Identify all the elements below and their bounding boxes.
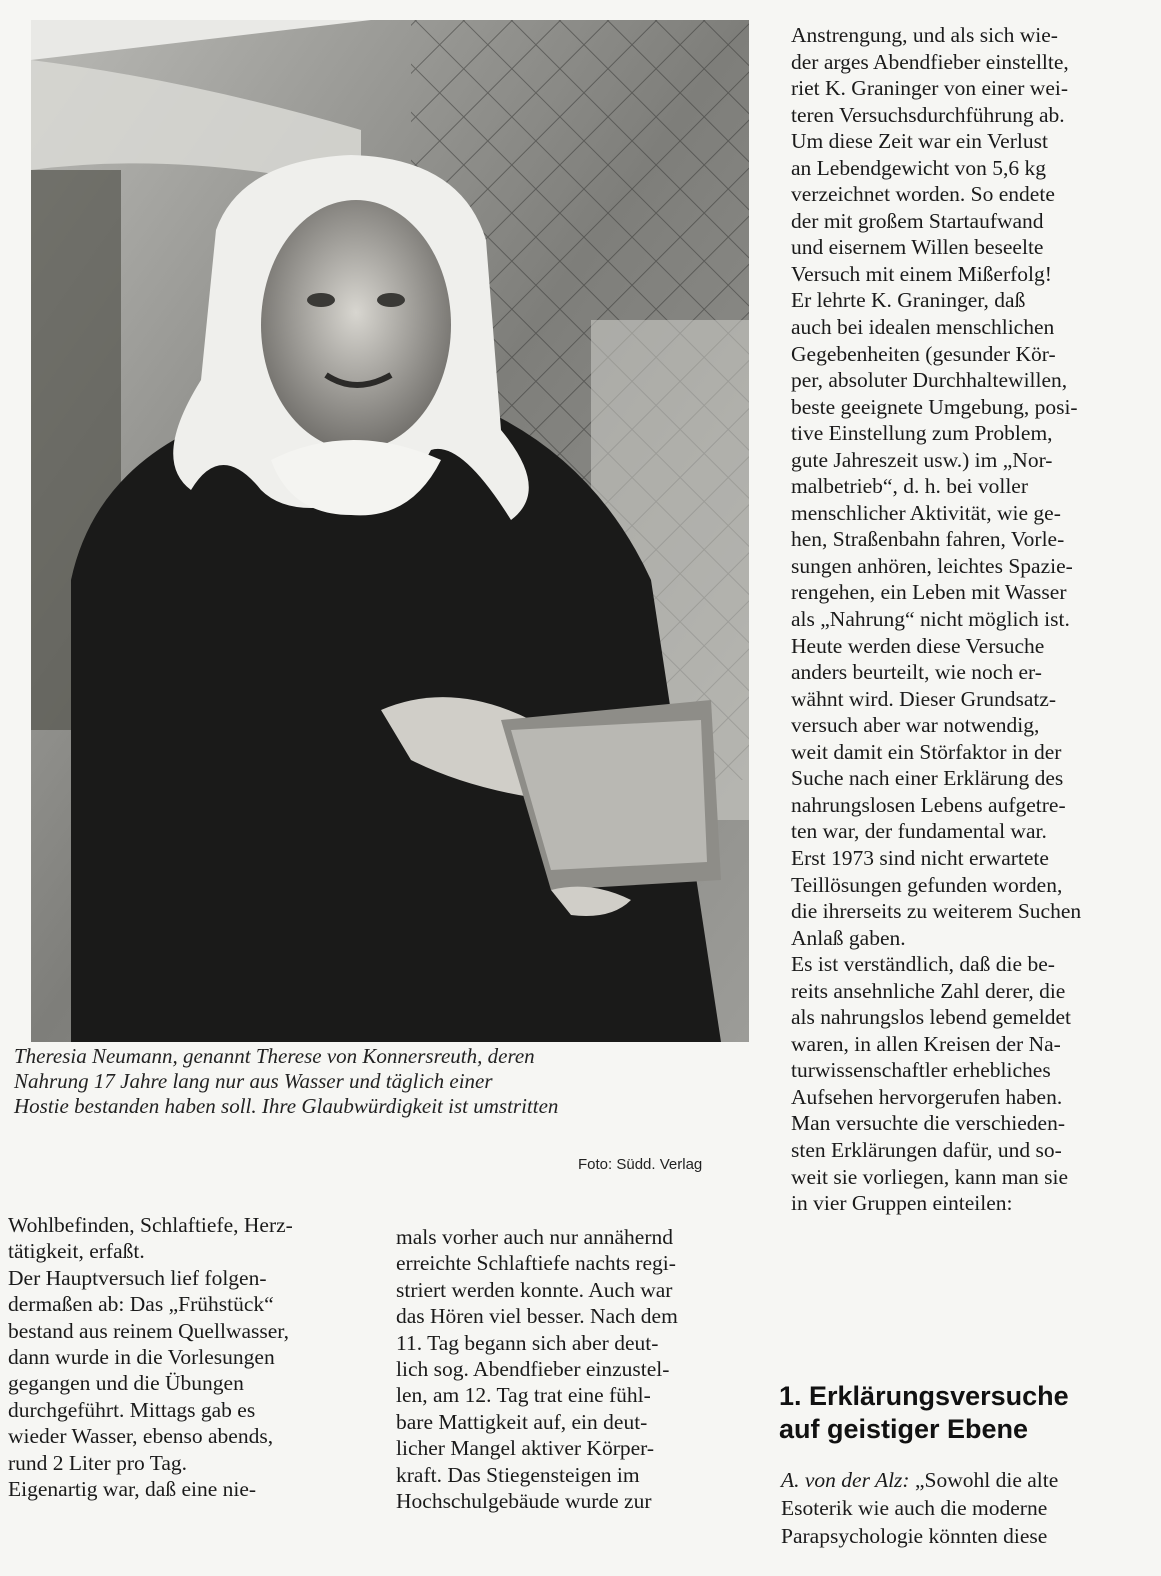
quote-author: A. von der Alz:: [781, 1468, 910, 1492]
text-line: auch bei idealen menschlichen: [791, 315, 1055, 340]
text-line: Esoterik wie auch die moderne: [781, 1496, 1048, 1520]
text-line: weit damit ein Störfaktor in der: [791, 739, 1062, 764]
photo-illustration: [31, 20, 749, 1042]
text-line: als nahrungslos lebend gemeldet: [791, 1005, 1072, 1030]
text-line: riet K. Graninger von einer wei-: [791, 76, 1069, 101]
text-line: Aufsehen hervorgerufen haben.: [791, 1084, 1063, 1109]
text-line: gute Jahreszeit usw.) im „Nor-: [791, 447, 1053, 472]
text-line: tätigkeit, erfaßt.: [8, 1239, 145, 1264]
text-line: mals vorher auch nur annähernd: [396, 1225, 674, 1249]
text-line: kraft. Das Stiegensteigen im: [396, 1462, 640, 1487]
text-line: len, am 12. Tag trat eine fühl-: [396, 1383, 651, 1408]
text-line: bare Mattigkeit auf, ein deut-: [396, 1409, 648, 1434]
text-line: verzeichnet worden. So endete: [791, 182, 1055, 207]
text-line: turwissenschaftler erhebliches: [791, 1058, 1051, 1083]
section-heading: [779, 1380, 1151, 1446]
text-line: erreichte Schlaftiefe nachts regi-: [396, 1251, 676, 1276]
text-line: das Hören viel besser. Nach dem: [396, 1304, 678, 1329]
text-line: wieder Wasser, ebenso abends,: [8, 1424, 274, 1449]
text-line: tive Einstellung zum Problem,: [791, 421, 1053, 446]
text-line: sten Erklärungen dafür, und so-: [791, 1137, 1062, 1162]
text-line: der mit großem Startaufwand: [791, 208, 1044, 233]
heading-line: auf geistiger Ebene: [779, 1414, 1029, 1444]
text-line: gegangen und die Übungen: [8, 1371, 244, 1396]
text-line: waren, in allen Kreisen der Na-: [791, 1031, 1061, 1056]
right-column-text: [791, 22, 1151, 1217]
heading-line: 1. Erklärungsversuche: [779, 1381, 1069, 1411]
text-line: sungen anhören, leichtes Spazie-: [791, 553, 1073, 578]
photo-caption: [14, 1044, 754, 1119]
text-line: Wohlbefinden, Schlaftiefe, Herz-: [8, 1213, 293, 1237]
text-line: Heute werden diese Versuche: [791, 633, 1045, 658]
text-line: [781, 1466, 1151, 1494]
text-line: striert werden konnte. Auch war: [396, 1277, 673, 1302]
text-line: rund 2 Liter pro Tag.: [8, 1450, 188, 1475]
text-line: ten war, der fundamental war.: [791, 819, 1047, 844]
text-line: Anstrengung, und als sich wie-: [791, 23, 1058, 47]
text-line: der arges Abendfieber einstellte,: [791, 49, 1069, 74]
caption-line: Theresia Neumann, genannt Therese von Konnersreuth, deren: [14, 1044, 535, 1068]
text-line: und eisernem Willen beseelte: [791, 235, 1044, 260]
text-line: Es ist verständlich, daß die be-: [791, 952, 1055, 977]
text-line: per, absoluter Durchhaltewillen,: [791, 368, 1068, 393]
text-line: versuch aber war notwendig,: [791, 713, 1040, 738]
text-line: Man versuchte die verschieden-: [791, 1111, 1066, 1136]
text-line: Der Hauptversuch lief folgen-: [8, 1265, 267, 1290]
text-line: Eigenartig war, daß eine nie-: [8, 1477, 257, 1502]
text-line: Gegebenheiten (gesunder Kör-: [791, 341, 1056, 366]
text-line: als „Nahrung“ nicht möglich ist.: [791, 607, 1070, 632]
text-line: malbetrieb“, d. h. bei voller: [791, 474, 1029, 499]
text-line: anders beurteilt, wie noch er-: [791, 660, 1042, 685]
text-line: wähnt wird. Dieser Grundsatz-: [791, 686, 1057, 711]
text-line: Versuch mit einem Mißerfolg!: [791, 261, 1052, 286]
text-line: dermaßen ab: Das „Frühstück“: [8, 1292, 274, 1317]
text-line: Teillösungen gefunden worden,: [791, 872, 1063, 897]
text-line: nahrungslosen Lebens aufgetre-: [791, 792, 1066, 817]
quote-start: „Sowohl die alte: [909, 1468, 1059, 1492]
left-column-text: [8, 1212, 368, 1502]
text-line: rengehen, ein Leben mit Wasser: [791, 580, 1067, 605]
text-line: menschlicher Aktivität, wie ge-: [791, 500, 1061, 525]
text-line: reits ansehnliche Zahl derer, die: [791, 978, 1066, 1003]
photo-theresia-neumann: [31, 20, 749, 1042]
text-line: durchgeführt. Mittags gab es: [8, 1397, 256, 1422]
text-line: an Lebendgewicht von 5,6 kg: [791, 155, 1046, 180]
text-line: Erst 1973 sind nicht erwartete: [791, 845, 1049, 870]
text-line: licher Mangel aktiver Körper-: [396, 1436, 655, 1461]
text-line: Parapsychologie könnten diese: [781, 1524, 1048, 1548]
text-line: Hochschulgebäude wurde zur: [396, 1489, 652, 1514]
text-line: weit sie vorliegen, kann man sie: [791, 1164, 1069, 1189]
text-line: lich sog. Abendfieber einzustel-: [396, 1357, 670, 1382]
text-line: dann wurde in die Vorlesungen: [8, 1345, 275, 1370]
text-line: in vier Gruppen einteilen:: [791, 1191, 1013, 1216]
text-line: hen, Straßenbahn fahren, Vorle-: [791, 527, 1065, 552]
text-line: 11. Tag begann sich aber deut-: [396, 1330, 659, 1355]
right-column-bottom-text: [781, 1466, 1151, 1550]
text-line: Er lehrte K. Graninger, daß: [791, 288, 1026, 313]
text-line: Anlaß gaben.: [791, 925, 906, 950]
text-line: Um diese Zeit war ein Verlust: [791, 129, 1048, 154]
caption-line: Nahrung 17 Jahre lang nur aus Wasser und täglich einer: [14, 1069, 493, 1093]
text-line: Suche nach einer Erklärung des: [791, 766, 1064, 791]
caption-line: Hostie bestanden haben soll. Ihre Glaubwürdigkeit ist umstritten: [14, 1094, 559, 1118]
text-line: bestand aus reinem Quellwasser,: [8, 1318, 289, 1343]
text-line: teren Versuchsdurchführung ab.: [791, 102, 1065, 127]
text-line: beste geeignete Umgebung, posi-: [791, 394, 1078, 419]
text-line: die ihrerseits zu weiterem Suchen: [791, 899, 1082, 924]
photo-credit: Foto: Südd. Verlag: [578, 1156, 703, 1173]
middle-column-text: [396, 1224, 756, 1514]
